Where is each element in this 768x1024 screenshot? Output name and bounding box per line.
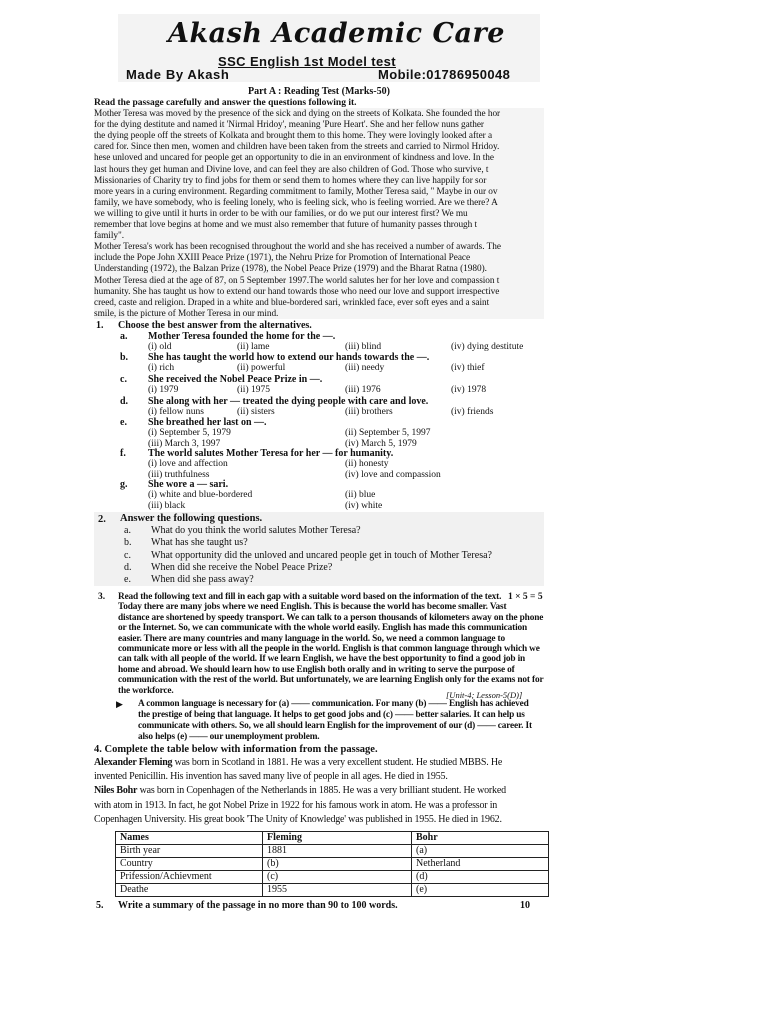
q3-gap-line: communicate with others. So, we all should learn English for the improvement of our (d) —— career. It	[138, 721, 532, 731]
q3-line: Today there are many jobs where we need English. This is because the world has become smaller. Vast	[118, 602, 507, 613]
table-cell: 1881	[263, 845, 412, 858]
q4-line-text: was born in Copenhagen of the Netherlands in 1885. He was a very brilliant student. He worked	[137, 785, 506, 797]
mcq-option: (iii) brothers	[345, 407, 393, 417]
mcq-item-label: b.	[120, 352, 129, 363]
mcq-item-label: a.	[120, 331, 128, 342]
mcq-option: (iv) 1978	[451, 385, 487, 395]
passage-line: humanity. She has taught us how to extend our hand towards those who need our love and support irrespective	[94, 286, 500, 297]
passage-line: Missionaries of Charity try to find jobs for them or send them to homes where they can live happily for sor	[94, 175, 487, 186]
table-cell: (c)	[263, 871, 412, 884]
q5-number: 5.	[96, 900, 104, 911]
mcq-option: (ii) powerful	[237, 363, 286, 373]
q1-number: 1.	[96, 320, 104, 331]
mcq-option: (iv) friends	[451, 407, 494, 417]
passage-line: Mother Teresa died at the age of 87, on 5 September 1997.The world salutes her for her love and compassion t	[94, 275, 500, 286]
table-cell: (d)	[412, 871, 549, 884]
q2-item-label: c.	[124, 549, 131, 561]
table-row	[116, 845, 549, 858]
q2-question: What do you think the world salutes Mother Teresa?	[151, 525, 361, 536]
mcq-option: (i) fellow nuns	[148, 407, 204, 417]
q3-line: can talk with all people of the world. If we learn English, we have the best opportunity to find a good job in	[118, 654, 526, 665]
mcq-question: She wore a — sari.	[148, 479, 229, 490]
mcq-question: She breathed her last on —.	[148, 417, 267, 428]
mcq-option: (i) 1979	[148, 385, 179, 395]
passage-line: cared for. Since then men, women and children have been taken from the streets and carried to Nirmol Hridoy.	[94, 142, 500, 153]
passage-line: family, we have somebody, who is feeling lonely, who is feeling sick, who is feeling worried. Are we there? A	[94, 197, 498, 208]
info-table	[115, 831, 549, 897]
mcq-item-label: f.	[120, 448, 126, 459]
mcq-option: (iv) dying destitute	[451, 342, 524, 352]
mcq-option: (ii) September 5, 1997	[345, 428, 431, 438]
passage-line: include the Pope John XXIII Peace Prize (1971), the Nehru Prize for Promotion of International Peace	[94, 253, 471, 264]
person-name: Alexander Fleming	[94, 757, 173, 768]
mcq-option: (iii) March 3, 1997	[148, 438, 221, 449]
mcq-option: (iii) needy	[345, 363, 385, 373]
mcq-question: She has taught the world how to extend our hands towards the —.	[148, 352, 430, 363]
q2-item-label: e.	[124, 574, 131, 586]
table-cell: Netherland	[412, 858, 549, 871]
mcq-option: (i) September 5, 1979	[148, 428, 231, 438]
passage-line: family".	[94, 231, 124, 242]
mcq-option: (ii) lame	[237, 342, 270, 352]
mcq-option: (i) old	[148, 342, 172, 352]
mcq-item-label: e.	[120, 417, 127, 428]
q2-number: 2.	[98, 514, 106, 525]
table-cell: 1955	[263, 884, 412, 897]
mcq-option: (ii) sisters	[237, 407, 275, 417]
mobile-number: Mobile:01786950048	[378, 67, 511, 82]
q5-marks: 10	[520, 900, 530, 911]
mcq-option: (iii) black	[148, 500, 186, 511]
q2-question: When did she pass away?	[151, 574, 254, 586]
passage-line: hese unloved and uncared for people get an opportunity to die in an environment of kindness and love. In the	[94, 153, 494, 164]
q2-heading: Answer the following questions.	[120, 513, 263, 524]
q4-heading: 4. Complete the table below with information from the passage.	[94, 744, 378, 755]
table-header-cell: Fleming	[263, 832, 412, 845]
q3-gap-line: A common language is necessary for (a) —— communication. For many (b) —— English has achieved	[138, 699, 529, 709]
mcq-question: She along with her — treated the dying people with care and love.	[148, 396, 429, 407]
q2-question: When did she receive the Nobel Peace Prize?	[151, 561, 333, 573]
mcq-option: (i) love and affection	[148, 459, 228, 469]
brand-title: Akash Academic Care	[168, 18, 505, 49]
table-cell: Deathe	[116, 884, 263, 897]
bullet-arrow-icon: ▶	[116, 700, 123, 710]
q3-gap-line: also helps (e) —— our unemployment problem.	[138, 732, 320, 742]
q3-line: distance are shortened by speedy transport. We can talk to a person thousands of kilometers away on the phone	[118, 612, 544, 623]
passage-line: Understanding (1972), the Balzan Prize (1978), the Nobel Peace Prize (1979) and the Bharat Ratna (1980).	[94, 264, 487, 275]
reading-passage	[94, 108, 544, 319]
table-cell: Prifession/Achievment	[116, 871, 263, 884]
q3-line: the workforce.	[118, 685, 174, 696]
passage-line: the dying people off the streets of Kolkata and brought them to this home. They were lovingly looked after a	[94, 131, 493, 142]
q3-line: communication with the rest of the world. But unfortunately, we are learning English only for the exams not for	[118, 675, 544, 686]
passage-line: Mother Teresa's work has been recognised throughout the world and she has received a number of awards. The	[94, 242, 501, 253]
q5-text: Write a summary of the passage in no more than 90 to 100 words.	[118, 900, 398, 911]
part-title: Part A : Reading Test (Marks-50)	[248, 86, 390, 97]
table-row	[116, 871, 549, 884]
mcq-option: (ii) blue	[345, 490, 376, 500]
passage-line: Mother Teresa was moved by the presence of the sick and dying on the streets of Kolkata. She founded the hor	[94, 109, 501, 119]
passage-line: last hours they get human and Divine love, and can feel they are also children of God. Those who survive, t	[94, 164, 489, 175]
q2-item-label: a.	[124, 525, 131, 536]
exam-subtitle: SSC English 1st Model test	[218, 54, 396, 69]
q3-source: [Unit-4; Lesson-5(D)]	[446, 690, 523, 700]
passage-line: creed, caste and religion. Draped in a white and blue-bordered sari, wrinkled face, ever soft eyes and a saint	[94, 297, 490, 308]
passage-line: for the dying destitute and named it 'Nirmal Hridoy', meaning 'Pure Heart'. She and her fellow nuns gather	[94, 120, 484, 131]
passage-line: remember that love begins at home and we must also remember that future of humanity passes through t	[94, 220, 478, 230]
q3-line: Read the following text and fill in each gap with a suitable word based on the information of the text.	[118, 592, 502, 602]
mcq-option: (iv) white	[345, 500, 383, 511]
mcq-option: (ii) 1975	[237, 385, 270, 395]
q4-line	[94, 814, 502, 825]
q4-line	[94, 757, 502, 768]
q4-line-text: with atom in 1913. In fact, he got Nobel Prize in 1922 for his famous work in atom. He was a professor in	[94, 799, 498, 811]
mcq-question: The world salutes Mother Teresa for her — for humanity.	[148, 448, 394, 459]
mcq-option: (iii) blind	[345, 342, 382, 352]
mcq-option: (iv) love and compassion	[345, 469, 441, 480]
author-label: Made By Akash	[126, 67, 230, 82]
q2-item-label: d.	[124, 561, 132, 573]
q4-line-text: invented Penicillin. His invention has saved many live of people in all ages. He died in 1955.	[94, 771, 448, 783]
mcq-option: (iv) March 5, 1979	[345, 438, 417, 449]
passage-line: smile, is the picture of Mother Teresa in our mind.	[94, 308, 279, 319]
q2-question: What has she taught us?	[151, 537, 248, 549]
person-name: Niles Bohr	[94, 785, 138, 797]
mcq-question: She received the Nobel Peace Prize in —.	[148, 374, 323, 385]
mcq-option: (iii) 1976	[345, 385, 381, 395]
table-cell: Country	[116, 858, 263, 871]
q2-question: What opportunity did the unloved and uncared people get in touch of Mother Teresa?	[151, 549, 492, 561]
table-cell: Birth year	[116, 845, 263, 858]
mcq-option: (iv) thief	[451, 363, 485, 373]
q4-line-text: was born in Scotland in 1881. He was a very excellent student. He studied MBBS. He	[172, 757, 503, 768]
mcq-item-label: g.	[120, 479, 128, 490]
table-row	[116, 858, 549, 871]
q3-line: communicate more or less with all the people in the world. English is that common language through which we	[118, 644, 540, 654]
q3-number: 3.	[98, 592, 106, 602]
mcq-option: (iii) truthfulness	[148, 469, 210, 480]
table-cell: (b)	[263, 858, 412, 871]
q1-heading: Choose the best answer from the alternatives.	[118, 320, 312, 331]
table-cell: (e)	[412, 884, 549, 897]
table-header-row	[116, 832, 549, 845]
mcq-item-label: c.	[120, 374, 127, 385]
table-row	[116, 884, 549, 897]
mcq-option: (ii) honesty	[345, 459, 389, 469]
passage-instruction: Read the passage carefully and answer the questions following it.	[94, 98, 357, 108]
table-header-cell: Names	[116, 832, 263, 845]
q4-line	[94, 785, 506, 796]
mcq-question: Mother Teresa founded the home for the —.	[148, 331, 336, 342]
q4-line-text: Copenhagen University. His great book 'The Unity of Knowledge' was published in 1955. He died in 1962.	[94, 813, 502, 825]
q4-line	[94, 771, 448, 782]
table-header-cell: Bohr	[412, 832, 549, 845]
passage-line: we willing to give until it hurts in order to be with our families, or do we put our interest first? We mu	[94, 208, 468, 219]
table-cell: (a)	[412, 845, 549, 858]
q3-line: or the Internet. So, we can communicate with the whole world easily. English has made this communication	[118, 623, 528, 634]
q3-line: easier. There are many countries and many language in the world. So, we need a common language to	[118, 633, 505, 644]
q3-gap-line: the prestige of being that language. It helps to get good jobs and (c) —— better salaries. It can help us	[138, 710, 525, 720]
q3-line: home and abroad. We should learn how to use English both orally and in writing to serve the purpose of	[118, 664, 515, 675]
q2-item-label: b.	[124, 537, 132, 549]
mcq-item-label: d.	[120, 396, 129, 407]
mcq-option: (i) white and blue-bordered	[148, 490, 253, 500]
mcq-option: (i) rich	[148, 363, 175, 373]
q4-line	[94, 800, 497, 811]
q3-marks: 1 × 5 = 5	[508, 592, 543, 602]
passage-line: more years in a curing environment. Regarding commitment to family, Mother Teresa said, " Maybe in our ov	[94, 186, 498, 197]
